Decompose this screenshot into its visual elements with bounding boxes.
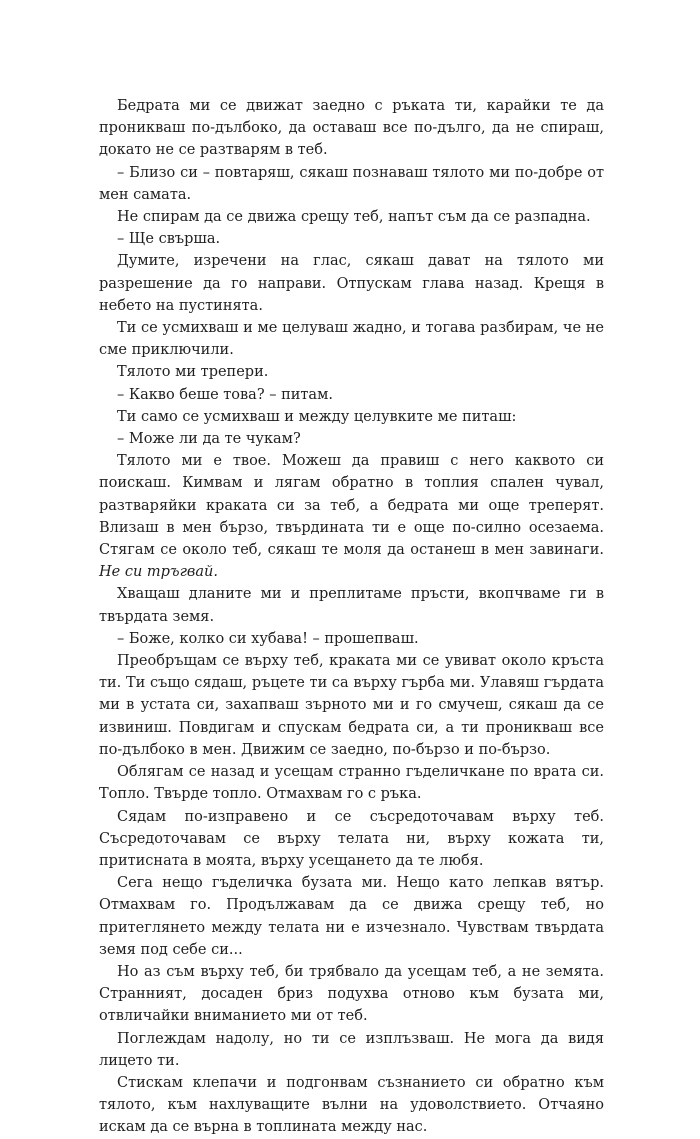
italic-phrase: Не си тръгвай. (99, 564, 218, 581)
paragraph-text: Ти само се усмихваш и между целувките ме питаш: (117, 408, 517, 425)
paragraph-7 (99, 361, 604, 383)
paragraph-3 (99, 206, 604, 228)
paragraph-text: Преобръщам се върху теб, краката ми се увиват около кръста ти. Ти също сядаш, ръцете ти са върху гърба ми. Улавяш гърдата ми в устата си, захапваш зърното ми и го смучеш, сякаш да се извиниш. Повдигам и спускам бедрата си, а ти проникваш все по-дълбоко в мен. Движим се заедно, по-бързо и по-бързо. (99, 653, 604, 758)
paragraph-text: Сега нещо гъделичка бузата ми. Нещо като лепкав вятър. Отмахвам го. Продължавам да се движа срещу теб, но притеглянето между телата ни е изчезнало. Чувствам твърдата земя под себе си... (99, 875, 604, 958)
paragraph-4 (99, 228, 604, 250)
paragraph-13 (99, 628, 604, 650)
paragraph-19 (99, 1028, 604, 1072)
paragraph-text: Поглеждам надолу, но ти се изплъзваш. Не мога да видя лицето ти. (99, 1030, 604, 1069)
paragraph-text: – Ще свърша. (117, 231, 221, 248)
paragraph-text: Облягам се назад и усещам странно гъделичкане по врата си. Топло. Твърде топло. Отмахвам го с ръка. (99, 764, 604, 803)
paragraph-text: Думите, изречени на глас, сякаш дават на тялото ми разрешение да го направи. Отпускам глава назад. Крещя в небето на пустинята. (99, 253, 604, 314)
paragraph-text: Тялото ми е твое. Можеш да правиш с него каквото си поискаш. Кимвам и лягам обратно в топлия спален чувал, разтваряйки краката си за теб, а бедрата ми още треперят. Влизаш в мен бързо, твърдината ти е още по-силно осезаема. Стягам се около теб, сякаш те моля да останеш в мен завинаги. (99, 453, 604, 559)
body-text (99, 95, 604, 1139)
paragraph-14 (99, 650, 604, 761)
paragraph-text: – Близо си – повтаряш, сякаш познаваш тялото ми по-добре от мен самата. (99, 164, 604, 203)
paragraph-9 (99, 406, 604, 428)
paragraph-12 (99, 583, 604, 627)
paragraph-16 (99, 806, 604, 873)
paragraph-text: Сядам по-изправено и се съсредоточавам върху теб. Съсредоточавам се върху телата ни, върху кожата ти, притисната в моята, върху усещането да те любя. (99, 808, 604, 869)
paragraph-text: Бедрата ми се движат заедно с ръката ти, карайки те да проникваш по-дълбоко, да оставаш все по-дълго, да не спираш, докато не се разтварям в теб. (99, 98, 604, 159)
paragraph-text: Тялото ми трепери. (117, 364, 269, 381)
paragraph-17 (99, 872, 604, 961)
paragraph-text: – Какво беше това? – питам. (117, 386, 333, 403)
paragraph-text: Не спирам да се движа срещу теб, напът съм да се разпадна. (117, 209, 591, 226)
paragraph-1 (99, 95, 604, 162)
paragraph-15 (99, 761, 604, 805)
paragraph-11 (99, 450, 604, 583)
paragraph-20 (99, 1072, 604, 1139)
paragraph-text: Но аз съм върху теб, би трябвало да усещам теб, а не земята. Странният, досаден бриз подухва отново към бузата ми, отвличайки вниманието ми от теб. (99, 963, 604, 1025)
paragraph-5 (99, 250, 604, 317)
paragraph-text: – Боже, колко си хубава! – прошепваш. (117, 630, 419, 647)
paragraph-6 (99, 317, 604, 361)
paragraph-10 (99, 428, 604, 450)
paragraph-text: Хващаш дланите ми и преплитаме пръсти, вкопчваме ги в твърдата земя. (99, 586, 604, 625)
paragraph-18 (99, 961, 604, 1028)
paragraph-2 (99, 162, 604, 206)
paragraph-text: – Може ли да те чукам? (117, 431, 301, 448)
paragraph-8 (99, 384, 604, 406)
paragraph-text: Ти се усмихваш и ме целуваш жадно, и тогава разбирам, че не сме приключили. (99, 320, 604, 359)
paragraph-text: Стискам клепачи и подгонвам съзнанието си обратно към тялото, към нахлуващите вълни на удоволствието. Отчаяно искам да се върна в топлината между нас. (99, 1074, 604, 1136)
